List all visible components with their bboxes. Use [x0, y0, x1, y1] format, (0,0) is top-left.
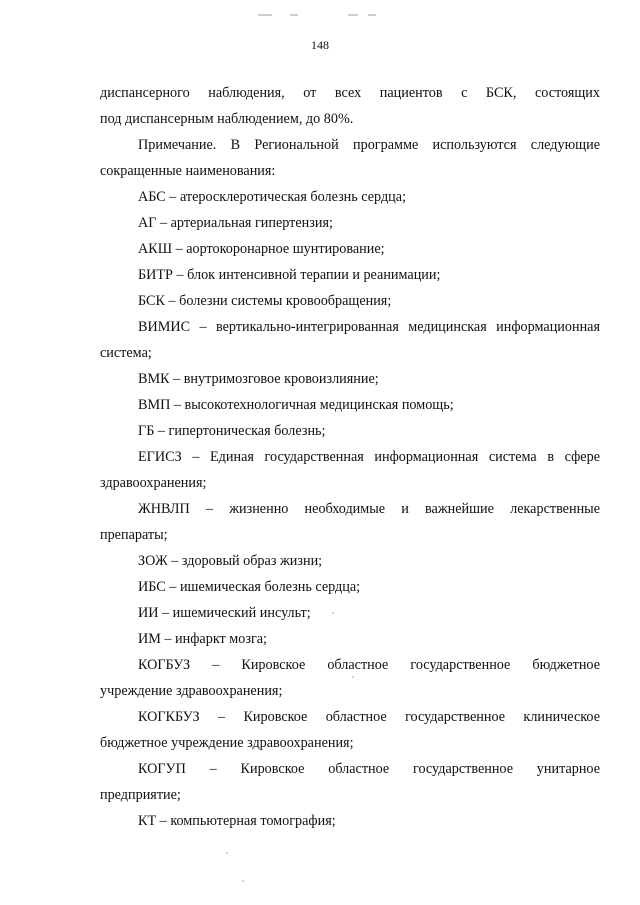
text-line: Примечание. В Региональной программе используются следующие	[138, 137, 600, 153]
abbreviation-item: ЗОЖ – здоровый образ жизни;	[138, 553, 323, 569]
text-line: под диспансерным наблюдением, до 80%.	[100, 111, 354, 127]
abbreviation-item	[100, 704, 600, 756]
text-line: ЕГИСЗ – Единая государственная информационная система в сфере	[138, 449, 600, 465]
text-line: препараты;	[100, 527, 168, 543]
text-line: ЖНВЛП – жизненно необходимые и важнейшие лекарственные	[138, 501, 600, 517]
text-line: здравоохранения;	[100, 475, 207, 491]
scan-artifact	[348, 14, 358, 16]
text-line: КОГБУЗ – Кировское областное государственное бюджетное	[138, 657, 600, 673]
scan-artifact	[290, 14, 298, 16]
abbreviation-item: АКШ – аортокоронарное шунтирование;	[138, 241, 385, 257]
scan-artifact	[368, 14, 376, 16]
page-number: 148	[311, 38, 329, 52]
abbreviation-item	[100, 444, 600, 496]
abbreviation-item	[100, 496, 600, 548]
scan-speck	[332, 612, 334, 614]
abbreviation-item: БСК – болезни системы кровообращения;	[138, 293, 392, 309]
text-line: бюджетное учреждение здравоохранения;	[100, 735, 354, 751]
text-line: ВИМИС – вертикально-интегрированная медицинская информационная	[138, 319, 600, 335]
scan-speck	[352, 676, 354, 678]
text-line: сокращенные наименования:	[100, 163, 276, 179]
scan-speck	[226, 852, 228, 854]
abbreviation-item: БИТР – блок интенсивной терапии и реанимации;	[138, 267, 441, 283]
abbreviation-item: ИБС – ишемическая болезнь сердца;	[138, 579, 361, 595]
text-line: КОГКБУЗ – Кировское областное государственное клиническое	[138, 709, 600, 725]
abbreviation-item: АБС – атеросклеротическая болезнь сердца;	[138, 189, 407, 205]
note-paragraph	[100, 132, 600, 184]
abbreviation-item: КТ – компьютерная томография;	[138, 813, 336, 829]
text-line: система;	[100, 345, 152, 361]
abbreviation-item: АГ – артериальная гипертензия;	[138, 215, 333, 231]
text-line: учреждение здравоохранения;	[100, 683, 283, 699]
text-line: диспансерного наблюдения, от всех пациентов с БСК, состоящих	[100, 85, 600, 101]
scan-speck	[242, 880, 244, 882]
abbreviation-item	[100, 314, 600, 366]
text-line: предприятие;	[100, 787, 181, 803]
abbreviation-item	[100, 652, 600, 704]
abbreviation-item: ГБ – гипертоническая болезнь;	[138, 423, 326, 439]
abbreviation-item: ИМ – инфаркт мозга;	[138, 631, 268, 647]
text-line: КОГУП – Кировское областное государственное унитарное	[138, 761, 600, 777]
intro-paragraph	[100, 80, 600, 132]
abbreviation-item: ВМП – высокотехнологичная медицинская помощь;	[138, 397, 454, 413]
scan-artifact	[258, 14, 272, 16]
abbreviation-item: ВМК – внутримозговое кровоизлияние;	[138, 371, 379, 387]
abbreviation-item: ИИ – ишемический инсульт;	[138, 605, 311, 621]
page-body	[100, 80, 600, 834]
abbreviation-item	[100, 756, 600, 808]
